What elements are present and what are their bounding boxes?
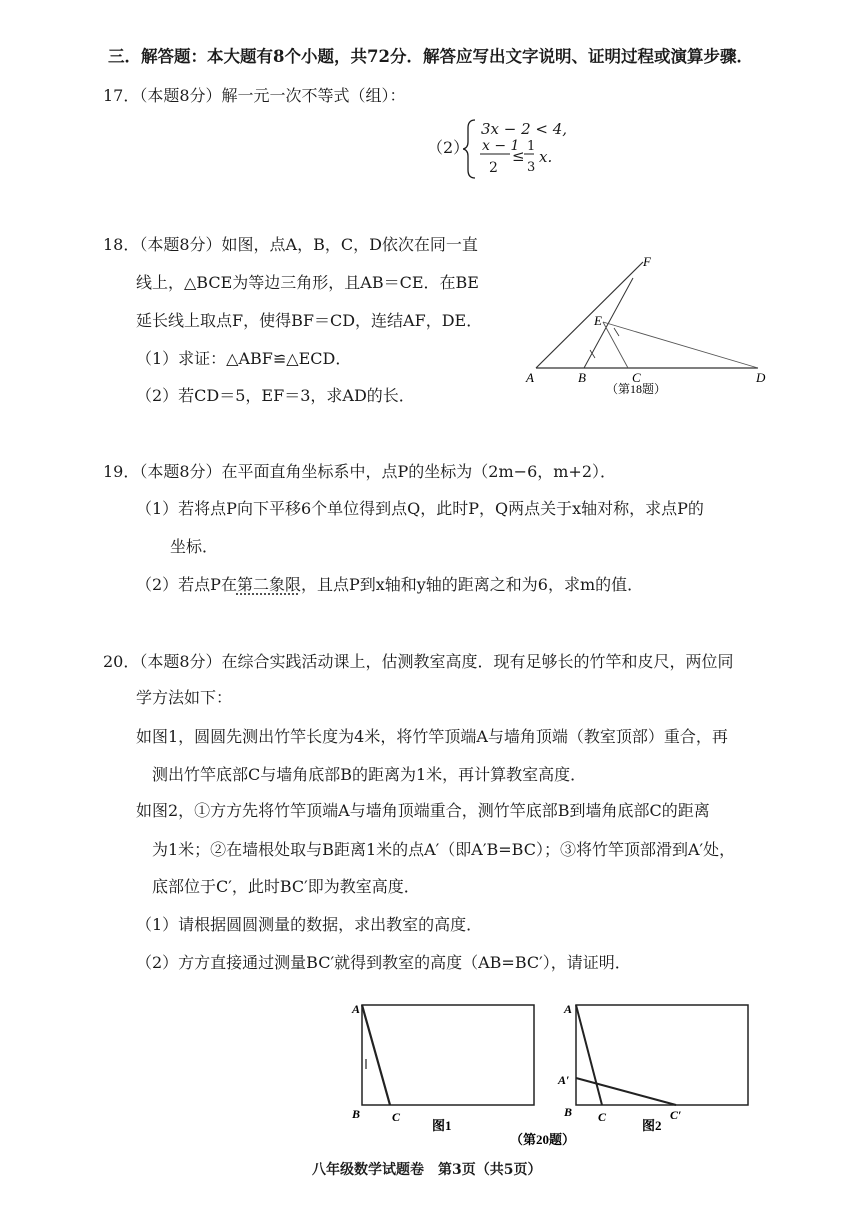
q18-part1: （1）求证：△ABF≌△ECD． <box>136 349 352 368</box>
q20-fig1-label-C: C <box>392 1110 401 1124</box>
q20-line1: 20．（本题8分）在综合实践活动课上，估测教室高度．现有足够长的竹竿和皮尺，两位同 <box>103 652 734 671</box>
q18-label-E: E <box>594 313 602 328</box>
q20-fig2-desc-line3: 底部位于C′，此时BC′即为教室高度． <box>152 877 420 896</box>
q17-stem: 17．（本题8分）解一元一次不等式（组）： <box>103 86 406 105</box>
q20-fig1-room <box>362 1005 534 1105</box>
q20-fig1-label-A: A <box>352 1002 361 1016</box>
q19-part2-emphasis: 第二象限 <box>236 575 301 594</box>
q20-fig2-label-A-prime: A′ <box>558 1073 570 1087</box>
q18-label-D: D <box>756 370 766 385</box>
q20-fig2-pole-original <box>576 1005 602 1105</box>
q17-part-label: （2） <box>427 138 470 157</box>
q20-fig1-label-B: B <box>352 1107 361 1121</box>
section-title: 三．解答题：本大题有8个小题，共72分．解答应写出文字说明、证明过程或演算步骤． <box>108 47 753 66</box>
q18-segment-ED <box>603 322 758 368</box>
q18-tick-2 <box>614 328 619 336</box>
q20-figure <box>340 995 760 1150</box>
q20-fig1-desc-line1: 如图1，圆圆先测出竹竿长度为4米，将竹竿顶端A与墙角顶端（教室顶部）重合，再 <box>136 727 728 746</box>
q18-label-C: C <box>632 370 641 385</box>
q20-fig2-room <box>576 1005 748 1105</box>
q18-segment-AF <box>536 262 643 368</box>
q18-label-F: F <box>643 254 651 269</box>
q19-part2-post: ，且点P到x轴和y轴的距离之和为6，求m的值． <box>300 575 644 594</box>
q20-fig2-pole-slid <box>576 1078 676 1105</box>
q17-ineq2-den: 2 <box>489 160 498 176</box>
q17-ineq2-num: x − 1 <box>482 138 520 154</box>
q18-label-A: A <box>526 370 534 385</box>
q18-part2: （2）若CD＝5，EF＝3，求AD的长． <box>136 386 415 405</box>
q19-line1: 19．（本题8分）在平面直角坐标系中，点P的坐标为（2m−6，m+2）． <box>103 462 617 481</box>
q18-label-B: B <box>578 370 586 385</box>
q19-part2 <box>136 575 643 595</box>
q19-part2-pre: （2）若点P在 <box>136 575 237 594</box>
page-footer: 八年级数学试题卷 第3页（共5页） <box>312 1162 542 1178</box>
q17-rhs-var: x. <box>539 148 553 166</box>
q18-line1: 18．（本题8分）如图，点A，B，C，D依次在同一直 <box>103 235 478 254</box>
q20-fig2-caption: 图2 <box>642 1118 662 1133</box>
q20-caption: （第20题） <box>510 1132 576 1147</box>
q18-segment-BF <box>584 278 633 368</box>
q20-fig1-caption: 图1 <box>432 1118 452 1133</box>
q20-fig1-pole <box>362 1005 390 1105</box>
q20-part1: （1）请根据圆圆测量的数据，求出教室的高度． <box>136 915 483 934</box>
q17-rhs-num: 1 <box>527 139 536 154</box>
q17-rhs-den: 3 <box>527 160 536 175</box>
q20-fig1-desc-line2: 测出竹竿底部C与墙角底部B的距离为1米，再计算教室高度． <box>152 765 587 784</box>
q20-fig2-desc-line2: 为1米；②在墙根处取与B距离1米的点A′（即A′B=BC）；③将竹竿顶部滑到A′处， <box>152 840 736 859</box>
q20-fig2-label-B: B <box>564 1105 573 1119</box>
q18-figure <box>518 250 778 400</box>
q18-line2: 线上，△BCE为等边三角形，且AB＝CE．在BE <box>136 273 479 292</box>
q19-part1-line1: （1）若将点P向下平移6个单位得到点Q，此时P，Q两点关于x轴对称，求点P的 <box>136 499 704 518</box>
q19-part1-line2: 坐标． <box>170 537 219 556</box>
q17-ineq2-rel: ≤ <box>512 147 525 165</box>
q20-fig2-desc-line1: 如图2，①方方先将竹竿顶端A与墙角顶端重合，测竹竿底部B到墙角底部C的距离 <box>136 801 710 820</box>
q18-line3: 延长线上取点F，使得BF＝CD，连结AF，DE． <box>136 311 483 330</box>
q18-caption: （第18题） <box>606 382 667 396</box>
q17-ineq1: 3x − 2 < 4, <box>481 120 568 138</box>
q20-fig2-label-C: C <box>598 1110 607 1124</box>
q18-segment-EC <box>603 322 628 368</box>
q20-line2: 学方法如下： <box>136 688 233 707</box>
q20-fig2-label-A: A <box>564 1002 573 1016</box>
q18-tick-1 <box>590 350 595 358</box>
q20-part2: （2）方方直接通过测量BC′就得到教室的高度（AB=BC′），请证明． <box>136 953 631 972</box>
q20-fig2-label-C-prime: C′ <box>670 1108 682 1122</box>
